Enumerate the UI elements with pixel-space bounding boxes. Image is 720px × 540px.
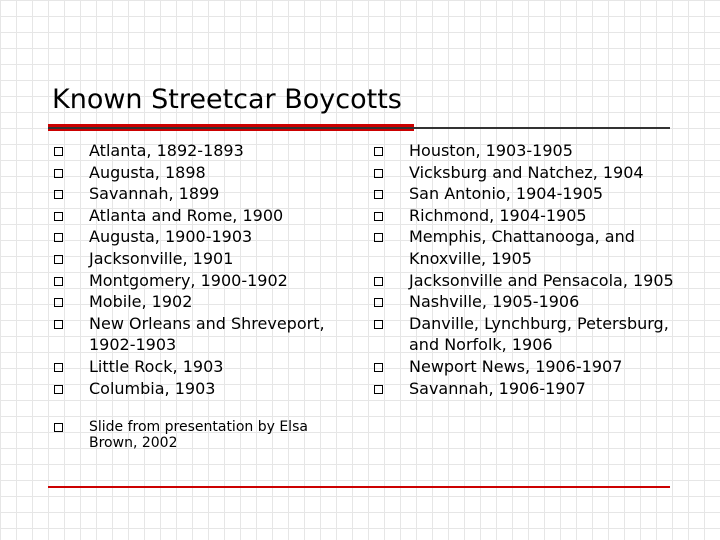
- list-item: [54, 270, 344, 292]
- right-boycott-list: [374, 140, 674, 399]
- list-item: [54, 226, 344, 248]
- hollow-square-bullet-icon: [54, 385, 63, 394]
- list-item: [54, 183, 344, 205]
- title-divider: [48, 127, 670, 129]
- list-item: [54, 356, 344, 378]
- list-item-text: Memphis, Chattanooga, and Knoxville, 1905: [409, 227, 635, 268]
- hollow-square-bullet-icon: [54, 233, 63, 242]
- list-item: [374, 378, 674, 400]
- left-boycott-list: [54, 140, 344, 451]
- list-item-text: Danville, Lynchburg, Petersburg, and Norfolk, 1906: [409, 313, 669, 355]
- list-item: [374, 162, 674, 184]
- hollow-square-bullet-icon: [374, 363, 383, 372]
- slide-credit: [54, 419, 344, 451]
- list-item-text: Atlanta, 1892-1893: [89, 141, 244, 160]
- hollow-square-bullet-icon: [54, 169, 63, 178]
- hollow-square-bullet-icon: [374, 385, 383, 394]
- list-item-text: Newport News, 1906-1907: [409, 356, 623, 376]
- credit-text: Slide from presentation by Elsa Brown, 2002: [89, 419, 308, 452]
- hollow-square-bullet-icon: [54, 147, 63, 156]
- list-item-text: Augusta, 1898: [89, 162, 206, 182]
- footer-divider: [48, 486, 670, 488]
- list-item: [54, 378, 344, 400]
- list-item-text: Jacksonville and Pensacola, 1905: [409, 270, 674, 290]
- list-item: [374, 183, 674, 205]
- list-item: [54, 313, 344, 356]
- list-item: [374, 140, 674, 162]
- hollow-square-bullet-icon: [374, 212, 383, 221]
- hollow-square-bullet-icon: [374, 190, 383, 199]
- hollow-square-bullet-icon: [54, 298, 63, 307]
- hollow-square-bullet-icon: [374, 169, 383, 178]
- list-item-text: Jacksonville, 1901: [89, 248, 234, 268]
- hollow-square-bullet-icon: [54, 255, 63, 264]
- list-item: [54, 291, 344, 313]
- list-item-text: Augusta, 1900-1903: [89, 227, 253, 247]
- list-item: [374, 205, 674, 227]
- list-item-text: Houston, 1903-1905: [409, 141, 573, 160]
- hollow-square-bullet-icon: [374, 147, 383, 156]
- hollow-square-bullet-icon: [54, 423, 63, 432]
- hollow-square-bullet-icon: [54, 190, 63, 199]
- hollow-square-bullet-icon: [54, 320, 63, 329]
- list-item-text: San Antonio, 1904-1905: [409, 184, 604, 204]
- slide-title: Known Streetcar Boycotts: [52, 84, 402, 115]
- hollow-square-bullet-icon: [374, 233, 383, 242]
- list-item: [374, 270, 674, 292]
- hollow-square-bullet-icon: [54, 363, 63, 372]
- list-item: [374, 313, 674, 356]
- list-item-text: Richmond, 1904-1905: [409, 205, 587, 225]
- hollow-square-bullet-icon: [374, 277, 383, 286]
- list-item-text: Montgomery, 1900-1902: [89, 270, 288, 290]
- list-item-text: Vicksburg and Natchez, 1904: [409, 162, 644, 182]
- list-item: [374, 356, 674, 378]
- hollow-square-bullet-icon: [374, 320, 383, 329]
- list-item-text: New Orleans and Shreveport, 1902-1903: [89, 313, 325, 355]
- list-item-text: Little Rock, 1903: [89, 356, 224, 376]
- list-item-text: Atlanta and Rome, 1900: [89, 205, 284, 225]
- list-item: [54, 162, 344, 184]
- list-item: [54, 140, 344, 162]
- list-item-text: Nashville, 1905-1906: [409, 292, 580, 312]
- hollow-square-bullet-icon: [54, 212, 63, 221]
- list-item-text: Mobile, 1902: [89, 292, 193, 312]
- list-item: [374, 291, 674, 313]
- list-item-text: Savannah, 1906-1907: [409, 378, 586, 398]
- list-item: [54, 248, 344, 270]
- hollow-square-bullet-icon: [374, 298, 383, 307]
- hollow-square-bullet-icon: [54, 277, 63, 286]
- list-item: [54, 205, 344, 227]
- list-item-text: Savannah, 1899: [89, 184, 220, 204]
- list-item-text: Columbia, 1903: [89, 378, 216, 398]
- list-item: [374, 226, 674, 269]
